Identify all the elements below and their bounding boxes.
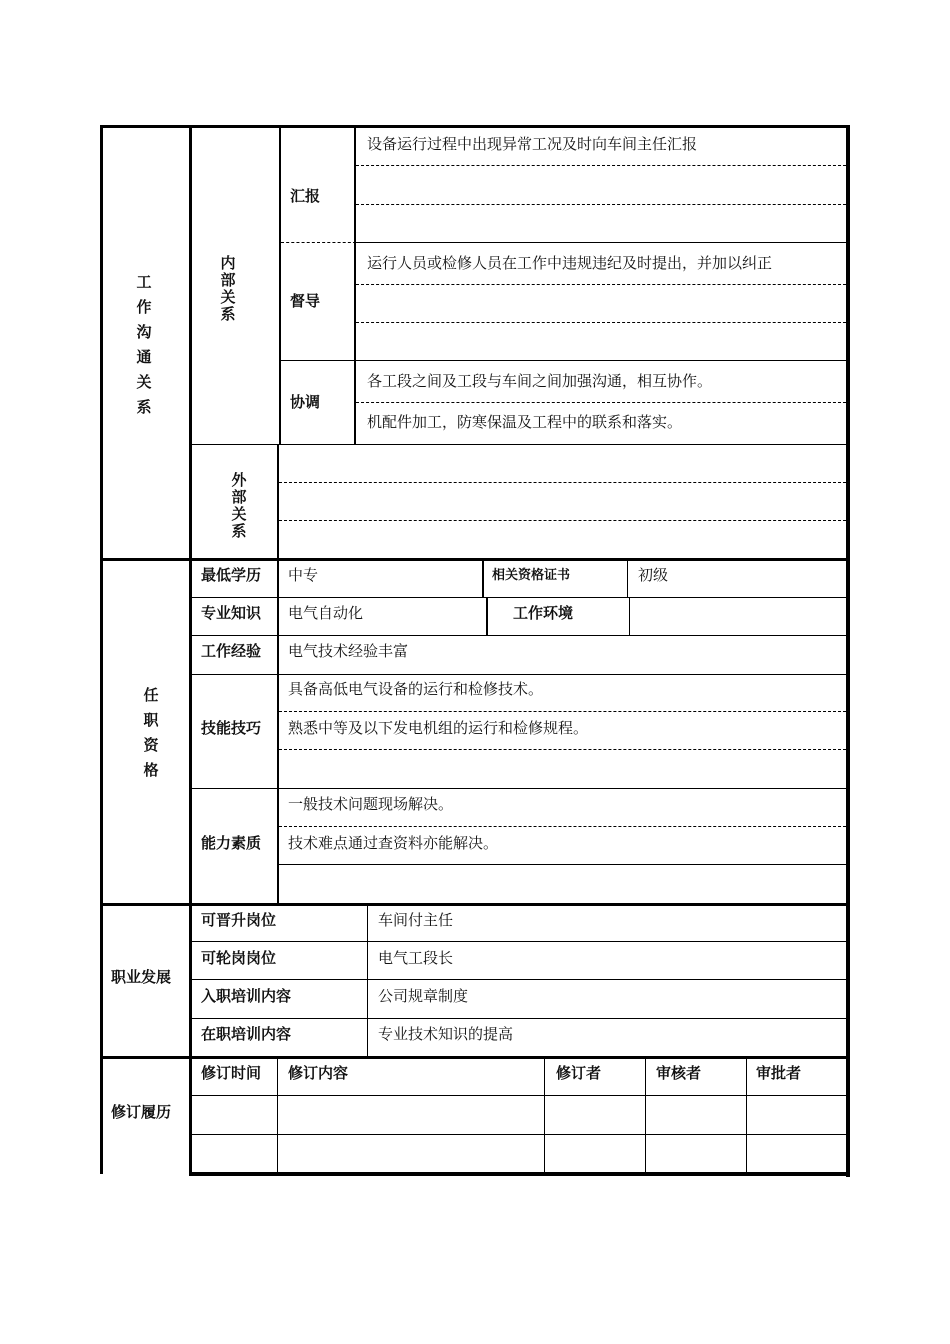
skills-line-1: 具备高低电气设备的运行和检修技术。 bbox=[288, 680, 544, 698]
education-row-bottom bbox=[192, 597, 846, 598]
report-label: 汇报 bbox=[290, 187, 321, 205]
outer-border-bottom bbox=[190, 1172, 850, 1176]
education-label: 最低学历 bbox=[201, 566, 262, 584]
revision-header-content: 修订内容 bbox=[288, 1064, 349, 1082]
certificate-value: 初级 bbox=[638, 566, 669, 584]
supervise-text: 运行人员或检修人员在工作中违规违纪及时提出，并加以纠正 bbox=[367, 254, 773, 272]
career-row-label-1: 可晋升岗位 bbox=[201, 911, 277, 929]
report-dash-line-2 bbox=[356, 204, 846, 205]
external-relations-label: 外部关系 bbox=[231, 471, 247, 540]
internal-bottom-line bbox=[192, 444, 846, 445]
certificate-label: 相关资格证书 bbox=[492, 568, 571, 583]
skills-dash-line-1 bbox=[279, 711, 846, 712]
revision-col-divider-1 bbox=[277, 1059, 278, 1173]
external-dash-line-1 bbox=[279, 482, 846, 483]
environment-right-divider bbox=[629, 598, 630, 636]
skills-dash-line-2 bbox=[279, 749, 846, 750]
career-row-divider-1 bbox=[192, 941, 846, 942]
environment-left-divider bbox=[486, 598, 488, 636]
section-divider-1 bbox=[100, 558, 850, 561]
certificate-left-divider bbox=[482, 561, 484, 598]
environment-label: 工作环境 bbox=[513, 604, 574, 622]
ability-label: 能力素质 bbox=[201, 834, 262, 852]
career-section-label: 职业发展 bbox=[111, 968, 172, 986]
education-value: 中专 bbox=[288, 566, 319, 584]
career-row-label-2: 可轮岗岗位 bbox=[201, 949, 277, 967]
section-divider-2 bbox=[100, 903, 850, 906]
supervise-bottom-line bbox=[281, 360, 846, 361]
experience-label: 工作经验 bbox=[201, 642, 262, 660]
supervise-dash-line-1 bbox=[356, 284, 846, 285]
supervise-dash-line-2 bbox=[356, 322, 846, 323]
knowledge-value: 电气自动化 bbox=[288, 604, 364, 622]
career-row-value-4: 专业技术知识的提高 bbox=[378, 1025, 514, 1043]
ability-line-1: 一般技术问题现场解决。 bbox=[288, 795, 454, 813]
outer-border-right bbox=[846, 125, 850, 1177]
coordinate-dash-line bbox=[356, 402, 846, 403]
career-row-value-2: 电气工段长 bbox=[378, 949, 454, 967]
career-row-value-3: 公司规章制度 bbox=[378, 987, 469, 1005]
communication-section-label: 工作沟通关系 bbox=[136, 273, 152, 416]
report-supervise-divider bbox=[281, 242, 356, 243]
career-row-label-3: 入职培训内容 bbox=[201, 987, 292, 1005]
revision-row-divider-2 bbox=[192, 1134, 846, 1135]
revision-header-time: 修订时间 bbox=[201, 1064, 262, 1082]
certificate-right-divider bbox=[627, 561, 628, 598]
internal-col-divider bbox=[279, 125, 281, 445]
revision-header-reviser: 修订者 bbox=[556, 1064, 602, 1082]
career-row-divider-3 bbox=[192, 1018, 846, 1019]
section-divider-3 bbox=[100, 1056, 850, 1059]
career-col-divider bbox=[367, 906, 368, 1056]
revision-col-divider-2 bbox=[544, 1059, 545, 1173]
skills-line-2: 熟悉中等及以下发电机组的运行和检修规程。 bbox=[288, 719, 589, 737]
ability-line-2: 技术难点通过查资料亦能解决。 bbox=[288, 834, 499, 852]
report-text: 设备运行过程中出现异常工况及时向车间主任汇报 bbox=[367, 135, 698, 153]
external-dash-line-2 bbox=[279, 520, 846, 521]
experience-value: 电气技术经验丰富 bbox=[288, 642, 409, 660]
report-bottom-line bbox=[356, 242, 846, 243]
skills-row-bottom bbox=[192, 788, 846, 789]
revision-col-divider-4 bbox=[746, 1059, 747, 1173]
career-row-label-4: 在职培训内容 bbox=[201, 1025, 292, 1043]
skills-label: 技能技巧 bbox=[201, 719, 262, 737]
revision-header-reviewer: 审核者 bbox=[656, 1064, 702, 1082]
experience-row-bottom bbox=[192, 674, 846, 675]
coordinate-text-line-2: 机配件加工，防寒保温及工程中的联系和落实。 bbox=[367, 413, 683, 431]
revision-row-divider-1 bbox=[192, 1095, 846, 1096]
report-dash-line-1 bbox=[356, 165, 846, 166]
revision-header-approver: 审批者 bbox=[756, 1064, 802, 1082]
external-col-divider bbox=[277, 445, 279, 558]
knowledge-row-bottom bbox=[192, 635, 846, 636]
revision-section-label: 修订履历 bbox=[111, 1103, 172, 1121]
coordinate-label: 协调 bbox=[290, 393, 321, 411]
revision-col-divider-3 bbox=[645, 1059, 646, 1173]
career-row-value-1: 车间付主任 bbox=[378, 911, 454, 929]
outer-border-top bbox=[100, 125, 850, 128]
supervise-label: 督导 bbox=[290, 292, 321, 310]
knowledge-label: 专业知识 bbox=[201, 604, 262, 622]
qualification-label-col-divider bbox=[277, 561, 279, 903]
qualification-section-label: 任职资格 bbox=[143, 686, 159, 779]
outer-border-left bbox=[100, 125, 103, 1174]
sub-label-col-divider bbox=[354, 125, 356, 445]
ability-dash-line-1 bbox=[279, 826, 846, 827]
coordinate-text-line-1: 各工段之间及工段与车间之间加强沟通，相互协作。 bbox=[367, 372, 713, 390]
career-row-divider-2 bbox=[192, 979, 846, 980]
ability-mid-line bbox=[279, 864, 846, 865]
internal-relations-label: 内部关系 bbox=[220, 254, 236, 323]
